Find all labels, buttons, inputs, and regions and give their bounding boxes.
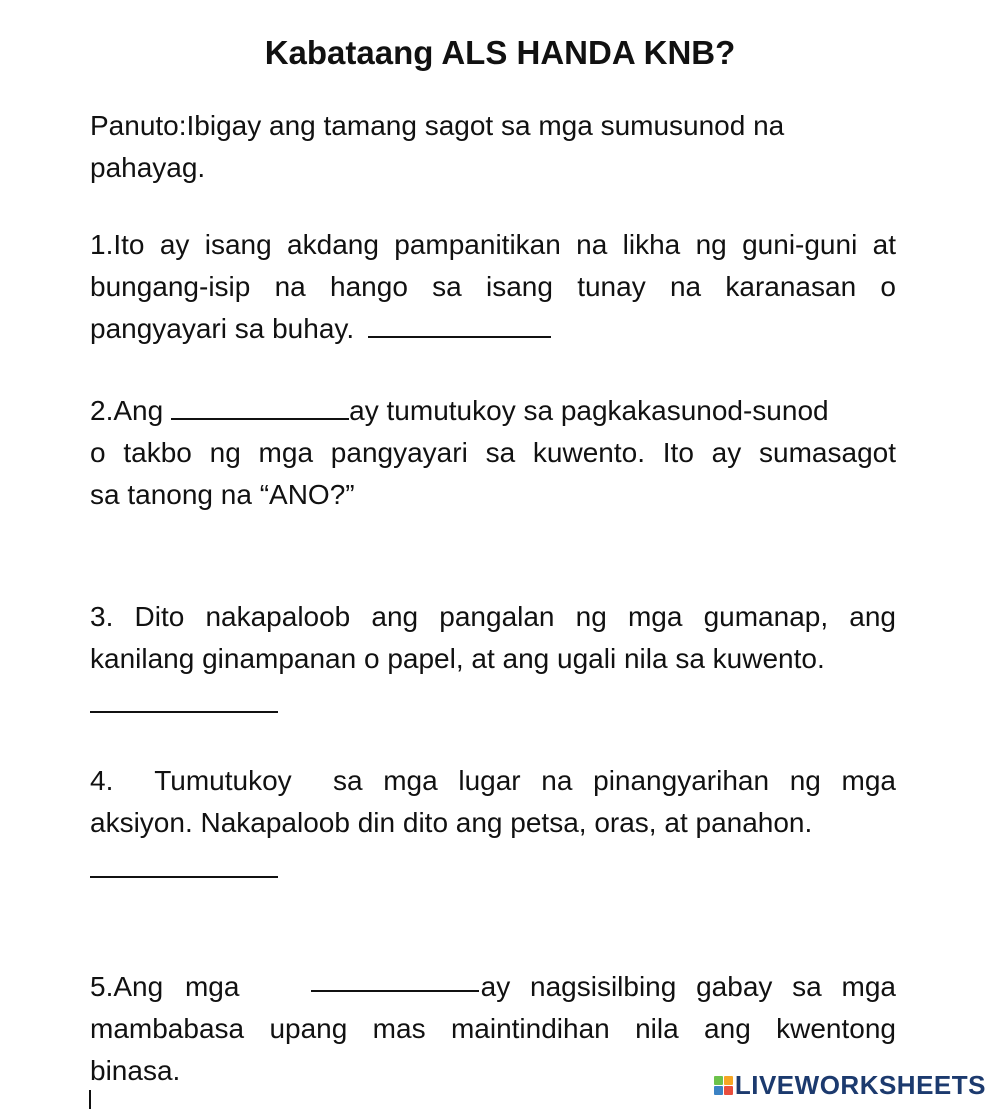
logo-square-4 [724,1086,733,1095]
question-1-line-3 [90,308,896,350]
instructions-line-1: Panuto:Ibigay ang tamang sagot sa mga sumusunod na [90,110,785,141]
question-1-line-2: bungang-isip na hango sa isang tunay na karanasan o [90,271,896,302]
question-4-line-2: aksiyon. Nakapaloob din dito ang petsa, oras, at panahon. [90,807,813,838]
instructions-line-2: pahayag. [90,152,206,183]
logo-square-1 [714,1076,723,1085]
logo-square-3 [714,1086,723,1095]
question-3-line-2: kanilang ginampanan o papel, at ang ugali nila sa kuwento. [90,643,825,674]
question-1-answer-blank[interactable] [368,312,551,338]
question-1-line-1: 1.Ito ay isang akdang pampanitikan na likha ng guni-guni at [90,229,896,260]
question-5-line-2: mambabasa upang mas maintindihan nila ang kwentong [90,1013,896,1044]
instructions [90,105,896,189]
question-5-line-3: binasa. [90,1055,181,1086]
question-4-answer-blank[interactable] [90,876,278,878]
question-5-line-1 [90,966,896,1008]
question-3 [90,596,896,680]
liveworksheets-logo-icon [714,1076,733,1095]
question-4-line-1: 4. Tumutukoy sa mga lugar na pinangyarihan ng mga [90,765,896,796]
question-2-line-3: sa tanong na “ANO?” [90,479,355,510]
question-2-line-1 [90,390,896,432]
question-5-suffix: ay nagsisilbing gabay sa mga [480,971,896,1002]
question-5-prefix: 5.Ang mga [90,971,240,1002]
question-2-prefix: 2.Ang [90,395,164,426]
question-4 [90,760,896,844]
question-2-line-2: o takbo ng mga pangyayari sa kuwento. Ito ay sumasagot [90,437,896,468]
question-3-line-1: 3. Dito nakapaloob ang pangalan ng mga gumanap, ang [90,601,896,632]
question-2-suffix: ay tumutukoy sa pagkakasunod-sunod [349,395,829,426]
logo-square-2 [724,1076,733,1085]
question-2-answer-blank[interactable] [171,394,349,420]
text-cursor [89,1090,91,1109]
question-5-answer-blank[interactable] [311,966,479,992]
worksheet-title: Kabataang ALS HANDA KNB? [264,34,736,71]
question-1 [90,224,896,350]
question-2 [90,390,896,516]
liveworksheets-watermark [714,1070,986,1101]
liveworksheets-text: LIVEWORKSHEETS [734,1070,986,1100]
question-3-answer-blank[interactable] [90,711,278,713]
question-1-text: pangyayari sa buhay. [90,313,355,344]
